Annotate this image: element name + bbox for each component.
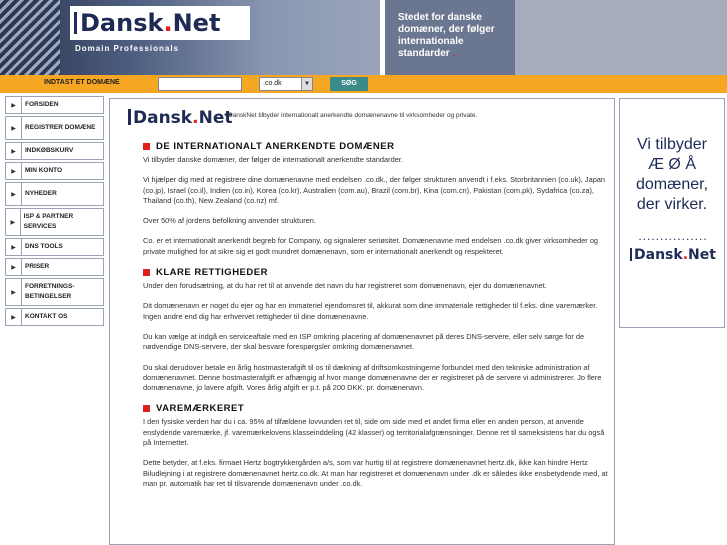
article [143, 141, 608, 499]
chevron-down-icon[interactable]: ▼ [301, 78, 312, 90]
sidebar-item-isp-partner[interactable]: ▶ ISP & PARTNER SERVICES [5, 208, 104, 236]
paragraph: Du skal derudover betale en årlig hostmasterafgift til os til dækning af driftsomkostningerne forbundet med den tekniske administration af domænenavnet. Denne hostmasterafgift er afhængig af hvor mange domænenavne der er registreret på de servere vi administrerer. Jo flere domænenavne, jo lavere afgift. Vores årlig afgift er p.t. på 200 DKK. pr. domænenavn. [143, 362, 602, 393]
tld-select[interactable]: .co.dk ▼ [259, 77, 313, 91]
arrow-right-icon: ▶ [6, 163, 22, 179]
promo-banner[interactable] [619, 98, 725, 328]
promo-logo: Dansk.Net [630, 247, 716, 263]
arrow-right-icon: ▶ [6, 279, 22, 305]
arrow-right-icon: ▶ [6, 117, 22, 139]
paragraph: Dette betyder, at f.eks. firmaet Hertz bogtrykkergården a/s, som var hurtig til at registrere domænenavnet hertz.dk, ikke kan hindre Hertz Biludlejning i at registrere domænenavnet hertz.co.dk. At man har registreret et domænenavn under .dk er således ikke ensbetydende med, at man pr. automatik har ret til tilsvarende domænenavn under .co.dk. [143, 458, 608, 488]
domain-search-label: INDTAST ET DOMÆNE [44, 79, 120, 86]
arrow-right-icon: ▶ [6, 309, 22, 325]
paragraph: Du kan vælge at indgå en serviceaftale med en ISP omkring placering af domænenavnet på deres DNS-servere, eller selv sørge for de nødvendige DNS-servere, der skal besvare forespørgsler omkring domænenavnet. [143, 331, 585, 352]
header-banner-right [515, 0, 727, 75]
main-content [109, 98, 615, 545]
sidebar-item-forretningsbetingelser[interactable]: ▶ FORRETNINGS-BETINGELSER [5, 278, 104, 306]
paragraph: I den fysiske verden har du i ca. 95% af tilfældene lovvunden ret til, side om side med et andet firma eller en anden person, at anvende enslydende varemærke, jf. varemærkelovens klasseinddeling (42 klasser) og territorialafgrænsninger. Denne ret til sameksistens har du også på Internettet. [143, 417, 605, 448]
sidebar-item-dns-tools[interactable]: ▶ DNS TOOLS [5, 238, 104, 256]
red-square-icon [143, 269, 150, 276]
section-heading: KLARE RETTIGHEDER [143, 267, 608, 278]
domain-search-bar [0, 75, 727, 93]
logo-tagline: Domain Professionals [75, 44, 180, 53]
intro-text: DanskNet tilbyder internationalt anerkendte domænenavne til virksomheder og private. [228, 112, 478, 119]
promo-text: Vi tilbyder Æ Ø Å domæner, der virker. [635, 136, 709, 213]
section-heading: DE INTERNATIONALT ANERKENDTE DOMÆNER [143, 141, 608, 152]
paragraph: Over 50% af jordens befolkning anvender strukturen. [143, 216, 316, 226]
section-heading: VAREMÆRKERET [143, 403, 608, 414]
promo-divider: ................ [638, 229, 708, 243]
sidebar-item-nyheder[interactable]: ▶ NYHEDER [5, 182, 104, 206]
paragraph: Vi tilbyder danske domæner, der følger de internationalt anerkendte standarder. [143, 155, 403, 164]
site-logo[interactable]: Dansk.Net [70, 6, 250, 40]
arrow-right-icon: ▶ [6, 259, 22, 275]
red-square-icon [143, 405, 150, 412]
arrow-right-icon: ▶ [6, 97, 22, 113]
paragraph: Dit domænenavn er noget du ejer og har en immateriel ejendomsret til, akkurat som dine immateriale rettigheder til f.eks. dine varemærker. Ingen andre end dig har erhvervet rettigheder til dine domænenavne. [143, 301, 598, 321]
sidebar-item-registrer-domaene[interactable]: ▶ REGISTRER DOMÆNE [5, 116, 104, 140]
sidebar-item-priser[interactable]: ▶ PRISER [5, 258, 104, 276]
sidebar-item-forsiden[interactable]: ▶ FORSIDEN [5, 96, 104, 114]
building-image [0, 0, 60, 75]
search-button[interactable]: SØG [330, 77, 368, 91]
arrow-right-icon: ▶ [6, 183, 22, 205]
paragraph: Vi hjælper dig med at registrere dine domænenavne med endelsen .co.dk., der følger strukturen anvendt i f.eks. Storbritannien (co.uk), Japan (co.jp), Israel (co.il), Indien (co.in), Korea (co.kr), Australien (com.au), Brazil (com.br), Kina (com.cn), Pakistan (com.pk), Sydafrica (co.za), Thailand (co.th), New Zealand (co.nz) mf. [143, 175, 606, 205]
sidebar-item-kontakt-os[interactable]: ▶ KONTAKT OS [5, 308, 104, 326]
sidebar-nav [5, 96, 104, 328]
site-header [0, 0, 727, 75]
content-logo: Dansk.Net [128, 108, 232, 128]
arrow-right-icon: ▶ [6, 209, 21, 235]
header-slogan: Stedet for danske domæner, der følger internationale standarder . [398, 12, 495, 59]
arrow-right-icon: ▶ [6, 239, 22, 255]
red-square-icon [143, 143, 150, 150]
paragraph: Under den forudsætning, at du har ret til at anvende det navn du har registreret som domænenavn, ejer du domænenavnet. [143, 281, 547, 291]
arrow-right-icon: ▶ [6, 143, 22, 159]
domain-search-input[interactable] [158, 77, 242, 91]
sidebar-item-indkoebskurv[interactable]: ▶ INDKØBSKURV [5, 142, 104, 160]
sidebar-item-min-konto[interactable]: ▶ MIN KONTO [5, 162, 104, 180]
paragraph: Co. er et internationalt anerkendt begreb for Company, og signalerer seriøsitet. Domænenavne med endelsen .co.dk giver virksomheder og private mulighed for at sikre sig et godt mundret domænenavn, som er internationalt anerkendt og respekteret. [143, 236, 599, 256]
